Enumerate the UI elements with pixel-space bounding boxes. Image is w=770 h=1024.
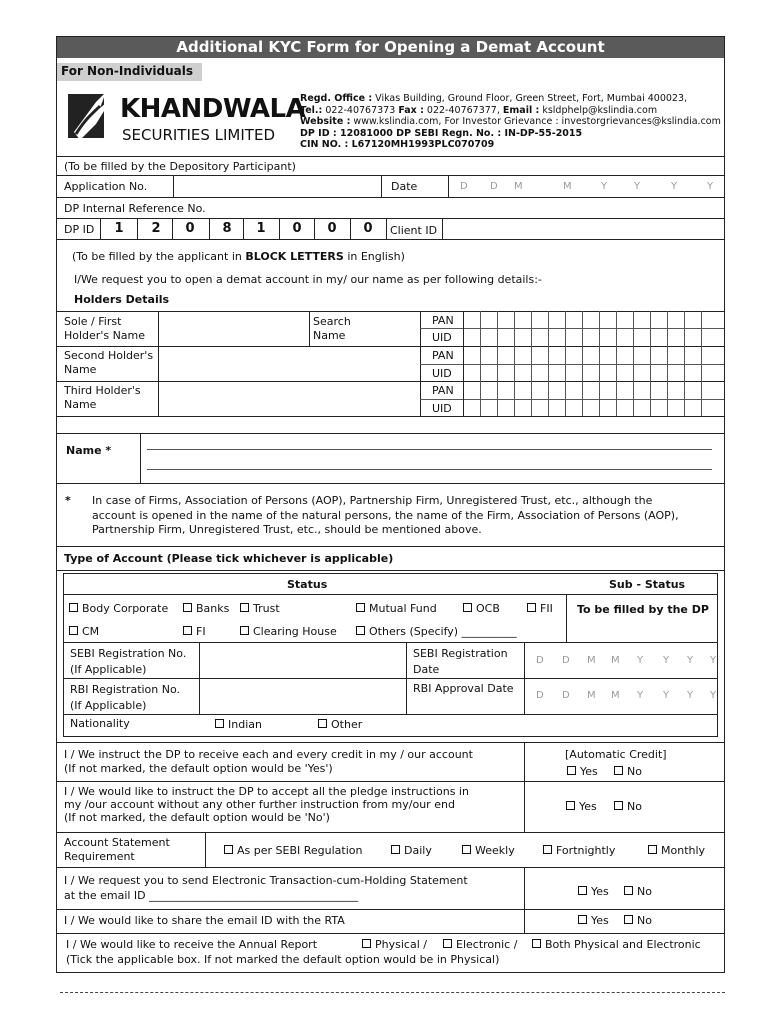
others-label: Others (Specify) __________ xyxy=(369,625,517,638)
website-value: www.kslindia.com, For Investor Grievance : investorgrievances@kslindia.com xyxy=(353,116,721,127)
share-yes-label: Yes xyxy=(591,914,609,927)
company-address xyxy=(300,93,721,151)
sole-holder-line1: Sole / First xyxy=(64,315,122,328)
clearing-house-checkbox[interactable] xyxy=(240,626,249,635)
cut-line xyxy=(60,992,725,993)
annual-report-instruction: I / We would like to receive the Annual Report xyxy=(66,938,318,951)
pan-uid-grid[interactable] xyxy=(464,312,723,415)
subtitle: For Non-Individuals xyxy=(61,64,193,78)
second-holder-line2: Name xyxy=(64,363,97,376)
sebi-reg-date-label xyxy=(413,646,508,678)
company-subname: SECURITIES LIMITED xyxy=(122,126,275,144)
name-label: Name * xyxy=(66,444,112,457)
option-body-corporate[interactable] xyxy=(69,602,168,615)
pledge-line2: my /our account without any other further instruction from my/our end xyxy=(64,798,455,811)
date-box-d2: D xyxy=(490,181,498,192)
fi-checkbox[interactable] xyxy=(183,626,192,635)
sole-holder-name-field[interactable] xyxy=(160,313,308,345)
option-trust[interactable] xyxy=(240,602,280,615)
ecas-no-label: No xyxy=(637,885,652,898)
share-no[interactable] xyxy=(624,914,652,927)
regd-label: Regd. Office : xyxy=(300,93,373,104)
ocb-checkbox[interactable] xyxy=(463,603,472,612)
tel-value: 022-40767373 xyxy=(325,104,396,116)
banks-label: Banks xyxy=(196,602,230,615)
dp-id-digit-3: 0 xyxy=(185,221,195,236)
clearing-house-label: Clearing House xyxy=(253,625,337,638)
status-heading: Status xyxy=(287,578,328,591)
ecas-yes-label: Yes xyxy=(591,885,609,898)
option-banks[interactable] xyxy=(183,602,229,615)
website-label: Website : xyxy=(300,116,351,127)
search-name-line2: Name xyxy=(313,329,346,342)
pan-label-1: PAN xyxy=(432,314,454,327)
account-type-heading: Type of Account (Please tick whichever is applicable) xyxy=(64,552,394,565)
pledge-yes[interactable] xyxy=(566,800,597,813)
internal-ref-label: DP Internal Reference No. xyxy=(64,202,206,215)
annual-electronic-checkbox[interactable] xyxy=(443,939,452,948)
applicant-note-suffix: in English) xyxy=(343,250,405,263)
dp-note: (To be filled by the Depository Participant) xyxy=(64,160,296,173)
fax-label: Fax : xyxy=(398,104,424,116)
tel-label: Tel.: xyxy=(300,104,323,116)
pledge-yes-checkbox[interactable] xyxy=(566,801,575,810)
dp-id-digit-2: 2 xyxy=(151,221,161,236)
stmt-fortnightly[interactable] xyxy=(543,844,615,857)
rbi-date-y2: Y xyxy=(663,690,670,701)
rbi-reg-no-line1: RBI Registration No. xyxy=(70,683,181,696)
annual-both-checkbox[interactable] xyxy=(532,939,541,948)
annual-electronic[interactable] xyxy=(443,938,517,951)
second-holder-label xyxy=(64,349,153,377)
credit-yes-checkbox[interactable] xyxy=(567,766,576,775)
regd-office: Vikas Building, Ground Floor, Green Street, Fort, Mumbai 400023, xyxy=(375,93,688,104)
pledge-no-label: No xyxy=(627,800,642,813)
option-other-nationality[interactable] xyxy=(318,718,362,731)
stmt-weekly-label: Weekly xyxy=(475,844,515,857)
applicant-note-prefix: (To be filled by the applicant in xyxy=(72,250,246,263)
company-name: KHANDWALA xyxy=(120,94,306,124)
sebi-reg-date-line1: SEBI Registration xyxy=(413,647,508,660)
name-note-line2: account is opened in the name of the natural persons, the name of the Firm, Association of Persons (AOP), xyxy=(92,508,679,522)
stmt-fortnightly-label: Fortnightly xyxy=(556,844,616,857)
statement-line2: Requirement xyxy=(64,850,135,863)
stmt-monthly-checkbox[interactable] xyxy=(648,845,657,854)
mutual-fund-label: Mutual Fund xyxy=(369,602,437,615)
cin-line: CIN NO. : L67120MH1993PLC070709 xyxy=(300,139,495,150)
fii-label: FII xyxy=(540,602,553,615)
fii-checkbox[interactable] xyxy=(527,603,536,612)
trust-label: Trust xyxy=(253,602,280,615)
other-nationality-checkbox[interactable] xyxy=(318,719,327,728)
email-label: Email : xyxy=(502,104,540,116)
banks-checkbox[interactable] xyxy=(183,603,192,612)
fi-label: FI xyxy=(196,625,206,638)
to-be-filled-dp: To be filled by the DP xyxy=(577,603,709,616)
option-mutual-fund[interactable] xyxy=(356,602,437,615)
dp-id-label: DP ID xyxy=(64,223,95,236)
indian-label: Indian xyxy=(228,718,262,731)
share-yes-checkbox[interactable] xyxy=(578,915,587,924)
sub-status-heading: Sub - Status xyxy=(609,578,686,591)
uid-label-1: UID xyxy=(432,331,452,344)
rbi-date-boxes[interactable] xyxy=(524,690,718,704)
name-field[interactable] xyxy=(141,434,723,482)
fax-value: 022-40767377, xyxy=(426,104,500,116)
third-holder-line2: Name xyxy=(64,398,97,411)
sebi-date-y2: Y xyxy=(663,655,670,666)
nationality-label: Nationality xyxy=(70,717,130,730)
rbi-date-d1: D xyxy=(536,690,544,701)
stmt-daily[interactable] xyxy=(391,844,432,857)
sebi-date-d2: D xyxy=(562,655,570,666)
uid-label-2: UID xyxy=(432,367,452,380)
rbi-reg-no-label xyxy=(70,682,180,714)
sole-holder-line2: Holder's Name xyxy=(64,329,146,342)
annual-both-label: Both Physical and Electronic xyxy=(545,938,701,951)
rbi-date-m2: M xyxy=(611,690,620,701)
statement-requirement-label xyxy=(64,836,170,864)
holders-details-heading: Holders Details xyxy=(74,293,170,306)
search-name-line1: Search xyxy=(313,315,351,328)
sebi-reg-no-line1: SEBI Registration No. xyxy=(70,647,187,660)
client-id-label: Client ID xyxy=(390,224,438,237)
pan-label-3: PAN xyxy=(432,384,454,397)
name-note-line1: In case of Firms, Association of Persons (AOP), Partnership Firm, Unregistered Trust, etc., although the xyxy=(92,494,653,507)
rbi-date-y4: Y xyxy=(710,690,717,701)
pan-label-2: PAN xyxy=(432,349,454,362)
mutual-fund-checkbox[interactable] xyxy=(356,603,365,612)
date-box-y3: Y xyxy=(671,181,678,192)
dp-id-digit-4: 8 xyxy=(222,221,232,236)
option-fi[interactable] xyxy=(183,625,206,638)
date-box-d1: D xyxy=(460,181,468,192)
second-holder-name-field[interactable] xyxy=(160,348,418,380)
date-box-y1: Y xyxy=(601,181,608,192)
sebi-date-y3: Y xyxy=(687,655,694,666)
dp-id-digit-6: 0 xyxy=(292,221,302,236)
khandwala-logo-icon xyxy=(66,88,120,144)
date-box-y4: Y xyxy=(707,181,714,192)
statement-line1: Account Statement xyxy=(64,836,170,849)
applicant-note xyxy=(72,250,405,263)
sebi-reg-date-line2: Date xyxy=(413,663,440,676)
rbi-date-y1: Y xyxy=(637,690,644,701)
dp-id-line: DP ID : 12081000 DP SEBI Regn. No. : IN-DP-55-2015 xyxy=(300,127,583,139)
stmt-fortnightly-checkbox[interactable] xyxy=(543,845,552,854)
option-clearing-house[interactable] xyxy=(240,625,337,638)
application-no-label: Application No. xyxy=(64,180,148,193)
sebi-date-y4: Y xyxy=(710,655,717,666)
stmt-weekly-checkbox[interactable] xyxy=(462,845,471,854)
credit-no[interactable] xyxy=(614,765,642,778)
request-text: I/We request you to open a demat account in my/ our name as per following details:- xyxy=(74,273,542,286)
body-corporate-checkbox[interactable] xyxy=(69,603,78,612)
rbi-reg-no-line2: (If Applicable) xyxy=(70,699,147,712)
option-fii[interactable] xyxy=(527,602,553,615)
annual-physical-label: Physical / xyxy=(375,938,427,951)
share-no-label: No xyxy=(637,914,652,927)
annual-physical[interactable] xyxy=(362,938,427,951)
option-others[interactable] xyxy=(356,625,517,638)
application-no-field[interactable] xyxy=(174,176,380,196)
sole-holder-label xyxy=(64,315,145,343)
ecas-no[interactable] xyxy=(624,885,652,898)
credit-yes-label: Yes xyxy=(580,765,598,778)
sebi-date-m1: M xyxy=(587,655,596,666)
sebi-date-boxes[interactable] xyxy=(524,655,718,669)
rbi-approval-date-label: RBI Approval Date xyxy=(413,682,514,695)
date-box-m1: M xyxy=(514,181,523,192)
trust-checkbox[interactable] xyxy=(240,603,249,612)
pledge-yes-label: Yes xyxy=(579,800,597,813)
credit-instruction xyxy=(64,748,473,776)
annual-report-note: (Tick the applicable box. If not marked the default option would be in Physical) xyxy=(66,953,500,966)
applicant-note-bold: BLOCK LETTERS xyxy=(245,250,344,263)
rbi-reg-no-field[interactable] xyxy=(200,679,405,713)
ocb-label: OCB xyxy=(476,602,500,615)
search-name-field[interactable] xyxy=(356,313,418,345)
other-nationality-label: Other xyxy=(331,718,363,731)
email-value: ksldphelp@kslindia.com xyxy=(542,104,658,116)
stmt-sebi-checkbox[interactable] xyxy=(224,845,233,854)
page-title: Additional KYC Form for Opening a Demat Account xyxy=(176,38,605,56)
third-holder-name-field[interactable] xyxy=(160,383,418,415)
ecas-yes-checkbox[interactable] xyxy=(578,886,587,895)
annual-physical-checkbox[interactable] xyxy=(362,939,371,948)
stmt-daily-label: Daily xyxy=(404,844,432,857)
client-id-field[interactable] xyxy=(443,219,723,238)
sebi-date-m2: M xyxy=(611,655,620,666)
credit-line2: (If not marked, the default option would be 'Yes') xyxy=(64,762,333,775)
share-no-checkbox[interactable] xyxy=(624,915,633,924)
sebi-reg-no-label xyxy=(70,646,186,678)
stmt-sebi-label: As per SEBI Regulation xyxy=(237,844,363,857)
option-ocb[interactable] xyxy=(463,602,500,615)
uid-label-3: UID xyxy=(432,402,452,415)
stmt-sebi[interactable] xyxy=(224,844,362,857)
stmt-daily-checkbox[interactable] xyxy=(391,845,400,854)
date-label: Date xyxy=(391,180,418,193)
ecas-email-field[interactable] xyxy=(156,887,486,902)
rbi-date-d2: D xyxy=(562,690,570,701)
ecas-no-checkbox[interactable] xyxy=(624,886,633,895)
others-checkbox[interactable] xyxy=(356,626,365,635)
name-note xyxy=(92,494,679,538)
third-holder-label xyxy=(64,384,141,412)
annual-electronic-label: Electronic / xyxy=(456,938,518,951)
pledge-line1: I / We would like to instruct the DP to accept all the pledge instructions in xyxy=(64,785,469,798)
footnote-star: * xyxy=(65,494,71,507)
pledge-instruction xyxy=(64,785,469,824)
body-corporate-label: Body Corporate xyxy=(82,602,169,615)
credit-line1: I / We instruct the DP to receive each and every credit in my / our account xyxy=(64,748,473,761)
cm-label: CM xyxy=(82,625,100,638)
third-holder-line1: Third Holder's xyxy=(64,384,141,397)
rbi-date-y3: Y xyxy=(687,690,694,701)
share-yes[interactable] xyxy=(578,914,609,927)
search-name-label xyxy=(313,315,351,343)
option-cm[interactable] xyxy=(69,625,99,638)
dp-id-digit-8: 0 xyxy=(363,221,373,236)
auto-credit-label: [Automatic Credit] xyxy=(565,748,667,761)
option-indian[interactable] xyxy=(215,718,262,731)
ecas-line2: at the email ID ______________________________________ xyxy=(64,889,359,902)
stmt-monthly-label: Monthly xyxy=(661,844,706,857)
sebi-date-d1: D xyxy=(536,655,544,666)
credit-yes[interactable] xyxy=(567,765,598,778)
indian-checkbox[interactable] xyxy=(215,719,224,728)
credit-no-label: No xyxy=(627,765,642,778)
rbi-date-m1: M xyxy=(587,690,596,701)
sebi-date-y1: Y xyxy=(637,655,644,666)
date-box-y2: Y xyxy=(634,181,641,192)
ecas-line1: I / We request you to send Electronic Transaction-cum-Holding Statement xyxy=(64,874,468,887)
dp-id-digit-5: 1 xyxy=(256,221,266,236)
cm-checkbox[interactable] xyxy=(69,626,78,635)
stmt-weekly[interactable] xyxy=(462,844,515,857)
pledge-no[interactable] xyxy=(614,800,642,813)
dp-id-digit-1: 1 xyxy=(114,221,124,236)
sebi-reg-no-line2: (If Applicable) xyxy=(70,663,147,676)
annual-both[interactable] xyxy=(532,938,701,951)
pledge-no-checkbox[interactable] xyxy=(614,801,623,810)
sebi-reg-no-field[interactable] xyxy=(200,643,405,677)
name-note-line3: Partnership Firm, Unregistered Trust, etc., should be mentioned above. xyxy=(92,523,482,536)
share-email-instruction: I / We would like to share the email ID with the RTA xyxy=(64,914,345,927)
date-box-m2: M xyxy=(563,181,572,192)
ecas-yes[interactable] xyxy=(578,885,609,898)
stmt-monthly[interactable] xyxy=(648,844,705,857)
pledge-line3: (If not marked, the default option would be 'No') xyxy=(64,811,330,824)
second-holder-line1: Second Holder's xyxy=(64,349,154,362)
dp-id-digit-7: 0 xyxy=(327,221,337,236)
credit-no-checkbox[interactable] xyxy=(614,766,623,775)
